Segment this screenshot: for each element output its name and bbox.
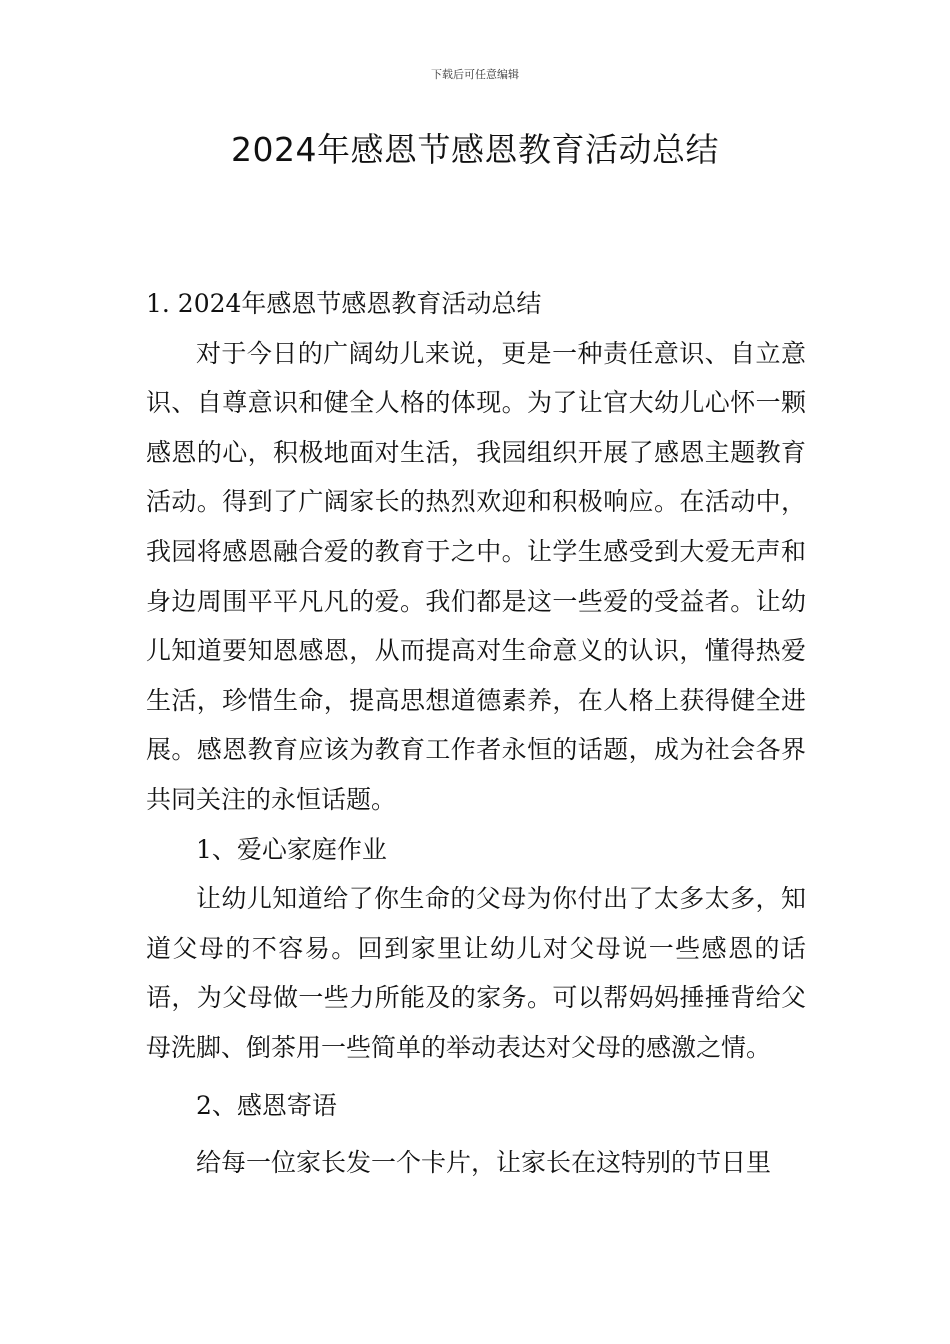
item-2-paragraph: 给每一位家长发一个卡片，让家长在这特别的节日里 xyxy=(196,1148,772,1178)
document-body xyxy=(146,279,806,1188)
page-header-note: 下载后可任意编辑 xyxy=(431,68,519,81)
section-heading: 1. 2024年感恩节感恩教育活动总结 xyxy=(146,289,542,318)
item-1-paragraph: 让幼儿知道给了你生命的父母为你付出了太多太多，知道父母的不容易。回到家里让幼儿对父母说一些感恩的话语，为父母做一些力所能及的家务。可以帮妈妈捶捶背给父母洗脚、倒茶用一些简单的举动表达对父母的感激之情。 xyxy=(146,884,806,1062)
item-1-heading: 1、爱心家庭作业 xyxy=(196,834,387,864)
document-title: 2024年感恩节感恩教育活动总结 xyxy=(231,130,719,169)
paragraph-intro: 对于今日的广阔幼儿来说，更是一种责任意识、自立意识、自尊意识和健全人格的体现。为了让官大幼儿心怀一颗感恩的心，积极地面对生活，我园组织开展了感恩主题教育活动。得到了广阔家长的热烈欢迎和积极响应。在活动中，我园将感恩融合爱的教育于之中。让学生感受到大爱无声和身边周围平平凡凡的爱。我们都是这一些爱的受益者。让幼儿知道要知恩感恩，从而提高对生命意义的认识，懂得热爱生活，珍惜生命，提高思想道德素养，在人格上获得健全进展。感恩教育应该为教育工作者永恒的话题，成为社会各界共同关注的永恒话题。 xyxy=(146,338,806,814)
item-2-heading: 2、感恩寄语 xyxy=(196,1090,337,1120)
